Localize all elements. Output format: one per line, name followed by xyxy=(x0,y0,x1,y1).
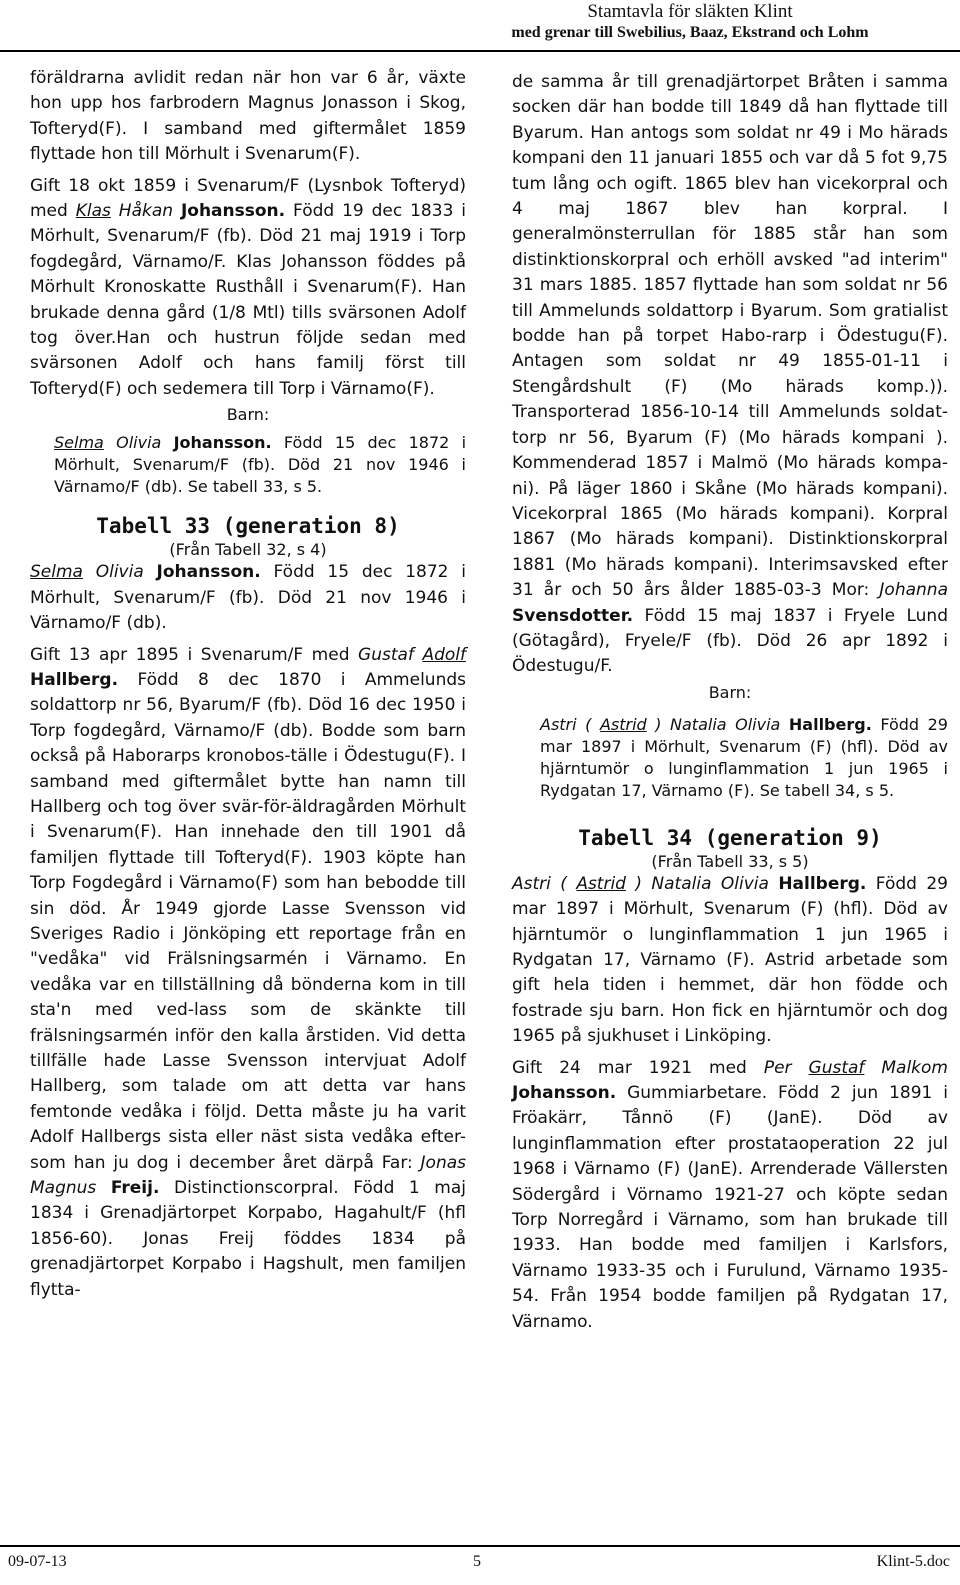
person-entry: Selma Olivia Johansson. Född 15 dec 1872 i Mörhult, Svenarum/F (fb). Död 21 nov 1946 i Värnamo/F (db). xyxy=(30,562,466,634)
children-label: Barn: xyxy=(708,682,752,702)
given-name: Jonas Magnus xyxy=(30,1152,466,1199)
surname: Johansson. xyxy=(156,562,261,583)
right-column xyxy=(512,70,948,1335)
given-name: Gustaf xyxy=(358,644,414,665)
child-entry: Selma Olivia Johansson. Född 15 dec 1872 i Mörhult, Svenarum/F (fb). Död 21 nov 1946 i Värnamo/F (db). Se tabell 33, s 5. xyxy=(54,433,467,497)
given-name: Astrid xyxy=(576,873,626,894)
footer-rule xyxy=(0,1545,960,1547)
given-name: Klas xyxy=(75,201,111,222)
page-subtitle: med grenar till Swebilius, Baaz, Ekstrand och Lohm xyxy=(511,24,869,41)
surname: Hallberg. xyxy=(788,714,872,734)
surname: Johansson. xyxy=(180,201,286,222)
given-name: Malkom xyxy=(864,1057,948,1078)
surname: Svensdotter. xyxy=(512,605,634,626)
given-name: Per xyxy=(763,1057,809,1078)
child-entry: Astri ( Astrid ) Natalia Olivia Hallberg. Född 29 mar 1897 i Mörhult, Svenarum (F) (hfl). Död av hjärntumör o lunginflammation 1 jun 1965 i Rydgatan 17, Värnamo (F). Se tabell 34, s 5. xyxy=(540,714,948,800)
children-label: Barn: xyxy=(226,405,270,425)
surname: Johansson. xyxy=(512,1083,617,1103)
paragraph: de samma år till grenadjärtorpet Bråten i samma socken där han bodde till 1849 då han flyttade till Byarum. Han antogs som soldat nr 49 i Mo härads kompani den 11 januari 1855 och var då 5 fot 9,75 tum lång och ogift. 1865 blev han vicekorpral och 4 maj 1867 blev han korpral. I generalmönsterrullan för 1885 står han som distinktionskorpral och erhöll avsked "ad interim" 31 mars 1885. 1857 flyttade han som soldat nr 56 till Ammelunds soldattorp i Byarum. Som gratialist bodde han på torpet Habo-rarp i Ödestugu(F). Antagen som soldat nr 49 1855-01-11 i Stengårdshult (F) (Mo härads komp.)). Transporterad 1856-10-14 till Ammelunds soldat-torp nr 56, Byarum (F) (Mo härads kompani ). Kommenderad 1857 i Malmö (Mo härads kompa-ni). På läger 1860 i Skåne (Mo härads kompani). Vicekorpral 1865 (Mo härads kompani). Korpral 1867 (Mo härads kompani). Distinktionskorpral 1881 (Mo härads kompani). Interimsavsked efter 31 år och 50 års ålder 1885-03-3 Mor: Johanna Svensdotter. Född 15 maj 1837 i Fryele Lund (Götagård), Fryele/F (fb). Död 26 apr 1892 i Ödestugu/F. xyxy=(512,72,948,677)
surname: Hallberg. xyxy=(30,669,119,690)
given-name: Johanna xyxy=(879,580,948,601)
table-source: (Från Tabell 32, s 4) xyxy=(169,540,327,560)
paragraph: föräldrarna avlidit redan när hon var 6 år, växte hon upp hos farbrodern Magnus Jonasson i Skog, Tofteryd(F). I samband med giftermålet 1859 flyttade hon till Mörhult i Svenarum(F). xyxy=(30,68,466,165)
footer-filename: Klint-5.doc xyxy=(876,1553,950,1570)
given-name: Olivia xyxy=(82,562,157,583)
given-name: Astrid xyxy=(599,714,647,734)
header-rule xyxy=(0,50,960,52)
surname: Hallberg. xyxy=(778,873,867,894)
table-heading: Tabell 34 (generation 9) xyxy=(578,825,882,850)
marriage-paragraph: Gift 18 okt 1859 i Svenarum/F (Lysnbok Tofteryd) med Klas Håkan Johansson. Född 19 dec 1833 i Mörhult, Svenarum/F (fb). Död 21 maj 1919 i Torp fogdegård, Värnamo/F. Klas Johansson föddes på Mörhult Kronoskatte Rusthåll i Svenarum(F). Han brukade denna gård (1/8 Mtl) tills svärsonen Adolf tog över.Han och hustrun följde sedan med svärsonen Adolf och hans familj först till Tofteryd(F) och sedemera till Torp i Värnamo(F). xyxy=(30,175,467,399)
marriage-paragraph: Gift 13 apr 1895 i Svenarum/F med Gustaf Adolf Hallberg. Född 8 dec 1870 i Ammelunds soldattorp nr 56, Byarum/F (fb). Död 16 dec 1950 i Torp fogdegård, Värnamo/F (db). Bodde som barn också på Haborarps kronobos-tälle i Ödestugu(F). I samband med giftermålet bytte han namn till Hallberg och tog över svär-för-äldragården Mörhult i Svenarum(F). Han innehade den till 1901 då familjen flyttade till Tofteryd(F). 1903 köpte han Torp Fogdegård i Värnamo(F) som han bebodde till sin död. År 1949 gjorde Lasse Svensson vid Sveriges Radio i Jönköping ett reportage från en "vedåka" vid Frälsningsarmén i Värnamo. En vedåka var en tillställning då bönderna kom in till sta'n med ved-lass som de skänkte till frälsningsarmén inför den kalla årstiden. Vid detta tillfälle hade Lasse Svensson intervjuat Adolf Hallberg, som talade om att detta var hans femtonde vedåka i följd. Detta måste ju ha varit Adolf Hallbergs sista eller näst sista vedåka efter-som han ju dog i december året därpå Far: Jonas Magnus Freij. Distinctionscorpral. Född 1 maj 1834 i Grenadjärtorpet Korpabo, Hagahult/F (hfl 1856-60). Jonas Freij föddes 1834 på grenadjärtorpet Korpabo i Hagshult, men familjen flytta- xyxy=(30,644,466,1300)
page-header xyxy=(450,0,930,43)
marriage-paragraph: Gift 24 mar 1921 med Per Gustaf Malkom Johansson. Gummiarbetare. Född 2 jun 1891 i Fröakärr, Tånnö (F) (JanE). Död av lunginflammation efter prostataoperation 22 jul 1968 i Värnamo (F) (JanE). Arrenderade Vällersten Södergård i Vörnamo 1921-27 och köpte sedan Torp Norregård i Värnamo, som han brukade till 1933. Han bodde med familjen i Karlsfors, Värnamo 1933-35 och i Furulund, Värnamo 1935-54. Från 1954 bodde familjen på Rydgatan 17, Värnamo. xyxy=(512,1057,948,1332)
given-name: Adolf xyxy=(422,644,466,665)
surname: Freij. xyxy=(110,1178,160,1199)
given-name: Selma xyxy=(54,433,104,453)
page-title: Stamtavla för släkten Klint xyxy=(587,1,793,22)
given-name: Selma xyxy=(30,562,83,583)
table-heading: Tabell 33 (generation 8) xyxy=(96,514,400,539)
page-number: 5 xyxy=(473,1553,481,1570)
person-entry: Astri ( Astrid ) Natalia Olivia Hallberg. Född 29 mar 1897 i Mörhult, Svenarum (F) (hfl). Död av hjärntumör o lunginflammation 1 jun 1965 i Rydgatan 17, Värnamo (F). Astrid arbetade som gift hela tiden i hemmet, där hon födde och fostrade sju barn. Hon fick en hjärntumör och dog 1965 på sjukhuset i Linköping. xyxy=(512,873,948,1047)
left-column xyxy=(30,66,466,1303)
given-name: Olivia xyxy=(103,433,174,453)
given-name: Håkan xyxy=(110,201,181,222)
given-name: Gustaf xyxy=(808,1057,865,1078)
footer-date: 09-07-13 xyxy=(8,1553,67,1570)
surname: Johansson. xyxy=(173,433,272,453)
table-source: (Från Tabell 33, s 5) xyxy=(651,851,809,871)
